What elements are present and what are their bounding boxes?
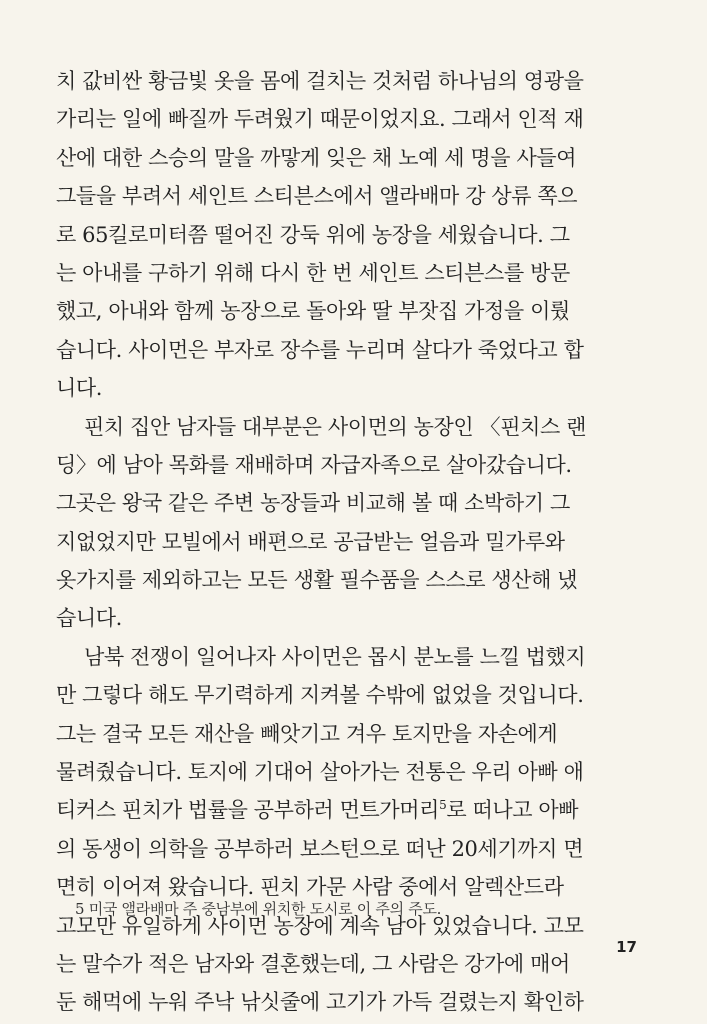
text-line: 습니다. xyxy=(56,606,122,631)
text-segment: 로 떠나고 아빠 xyxy=(446,798,579,823)
text-line: 니다. xyxy=(56,376,103,401)
footnote-reference: 5 xyxy=(439,798,447,813)
text-line: 가리는 일에 빠질까 두려웠기 때문이었지요. 그래서 인적 재 xyxy=(56,107,584,132)
text-line-with-footnote-ref xyxy=(56,791,646,829)
text-line: 그는 결국 모든 재산을 빼앗기고 겨우 토지만을 자손에게 xyxy=(56,721,558,746)
text-line: 로 65킬로미터쯤 떨어진 강둑 위에 농장을 세웠습니다. 그 xyxy=(56,222,570,247)
text-line: 는 아내를 구하기 위해 다시 한 번 세인트 스티븐스를 방문 xyxy=(56,260,570,285)
page-number: 17 xyxy=(616,938,637,956)
text-line: 고모만 유일하게 사이먼 농장에 계속 남아 있었습니다. 고모 xyxy=(56,913,584,938)
text-line: 옷가지를 제외하고는 모든 생활 필수품을 스스로 생산해 냈 xyxy=(56,568,578,593)
text-line: 습니다. 사이먼은 부자로 장수를 누리며 살다가 죽었다고 합 xyxy=(56,337,584,362)
text-line: 만 그렇다 해도 무기력하게 지켜볼 수밖에 없었을 것입니다. xyxy=(56,683,584,708)
footnote: 5 미국 앨라배마 주 중남부에 위치한 도시로 이 주의 주도. xyxy=(75,900,442,918)
text-line: 는 말수가 적은 남자와 결혼했는데, 그 사람은 강가에 매어 xyxy=(56,951,570,976)
text-line: 딩〉에 남아 목화를 재배하며 자급자족으로 살아갔습니다. xyxy=(56,452,572,477)
body-text xyxy=(56,62,646,1022)
text-line: 의 동생이 의학을 공부하러 보스턴으로 떠난 20세기까지 면 xyxy=(56,836,584,861)
text-line: 물려줬습니다. 토지에 기대어 살아가는 전통은 우리 아빠 애 xyxy=(56,760,584,785)
text-line: 면히 이어져 왔습니다. 핀치 가문 사람 중에서 알렉산드라 xyxy=(56,875,564,900)
text-segment: 티커스 핀치가 법률을 공부하러 먼트가머리 xyxy=(56,798,440,823)
text-line: 지없었지만 모빌에서 배편으로 공급받는 얼음과 밀가루와 xyxy=(56,529,565,554)
paragraph-start-line: 남북 전쟁이 일어나자 사이먼은 몹시 분노를 느낄 법했지 xyxy=(84,644,586,669)
text-line: 그들을 부려서 세인트 스티븐스에서 앨라배마 강 상류 쪽으 xyxy=(56,184,578,209)
text-line: 둔 해먹에 누워 주낙 낚싯줄에 고기가 가득 걸렸는지 확인하 xyxy=(56,990,584,1015)
text-line: 했고, 아내와 함께 농장으로 돌아와 딸 부잣집 가정을 이뤘 xyxy=(56,299,570,324)
text-line: 산에 대한 스승의 말을 까맣게 잊은 채 노예 세 명을 사들여 xyxy=(56,145,577,170)
text-line: 그곳은 왕국 같은 주변 농장들과 비교해 볼 때 소박하기 그 xyxy=(56,491,570,516)
paragraph-start-line: 핀치 집안 남자들 대부분은 사이먼의 농장인 〈핀치스 랜 xyxy=(84,414,587,439)
text-line: 치 값비싼 황금빛 옷을 몸에 걸치는 것처럼 하나님의 영광을 xyxy=(56,69,584,93)
